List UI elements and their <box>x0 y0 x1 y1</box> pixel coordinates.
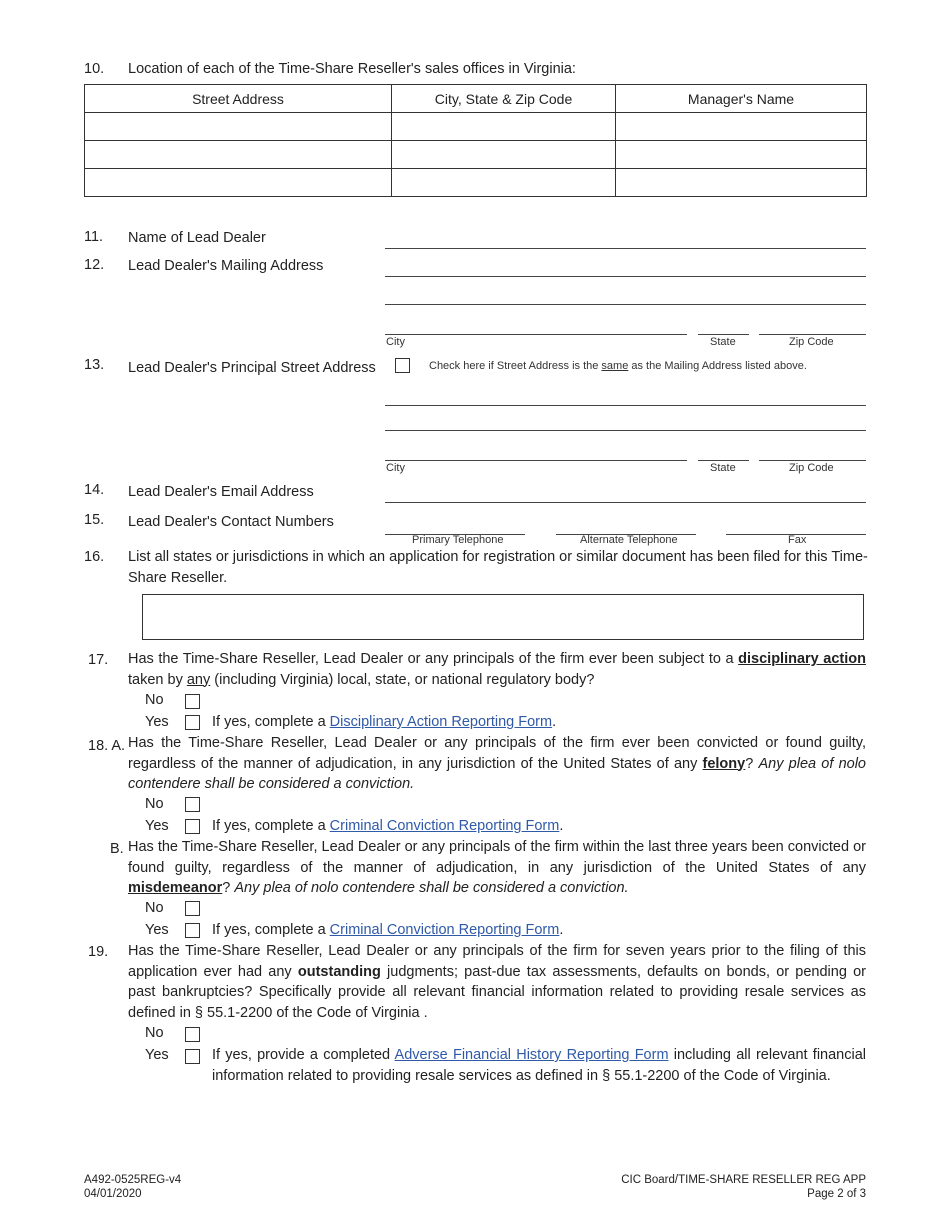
q19-text-post: judgments; past-due tax assessments, defaults on bonds, or pending or past bankruptcies? Specifically provide all relevant financial information related to providing resale services as defined in § 55.1-2200 of the Code of Virginia . <box>128 963 866 1021</box>
q14-label: Lead Dealer's Email Address <box>128 484 314 500</box>
q17-bold: disciplinary action <box>738 651 866 667</box>
q13-number: 13. <box>84 357 105 373</box>
table-header-row <box>85 85 867 113</box>
mailing-address-line2-field[interactable] <box>385 304 866 305</box>
header-street-address: Street Address <box>85 85 392 113</box>
q18b-question <box>128 837 866 899</box>
q12-number: 12. <box>84 257 105 273</box>
q19-yes-checkbox[interactable] <box>185 1049 200 1064</box>
street-state-caption: State <box>710 462 736 474</box>
mailing-city-field[interactable] <box>385 334 687 335</box>
cell-manager[interactable] <box>616 169 867 197</box>
mailing-state-caption: State <box>710 336 736 348</box>
jurisdictions-input-box[interactable] <box>142 594 864 640</box>
q17-no-label: No <box>145 692 164 708</box>
q18b-if-yes-end: . <box>559 922 564 938</box>
q17-number: 17. <box>88 652 109 668</box>
sales-offices-table <box>84 84 867 197</box>
footer-right <box>621 1173 866 1201</box>
mailing-zip-caption: Zip Code <box>789 336 834 348</box>
street-address-line2-field[interactable] <box>385 430 866 431</box>
q19-question <box>128 941 866 1023</box>
q17-question <box>128 649 866 690</box>
street-city-caption: City <box>386 462 405 474</box>
q18a-if-yes-text: If yes, complete a <box>212 818 330 834</box>
cell-city[interactable] <box>392 113 616 141</box>
q18a-question <box>128 733 866 795</box>
cell-city[interactable] <box>392 169 616 197</box>
cell-city[interactable] <box>392 141 616 169</box>
q18b-no-label: No <box>145 900 164 916</box>
mailing-state-field[interactable] <box>698 334 749 335</box>
q16-number: 16. <box>84 549 105 565</box>
q17-any: any <box>186 671 211 688</box>
disciplinary-action-form-link[interactable]: Disciplinary Action Reporting Form <box>329 714 553 730</box>
q15-label: Lead Dealer's Contact Numbers <box>128 514 334 530</box>
q18a-if-yes <box>212 818 563 834</box>
footer-date: 04/01/2020 <box>84 1188 142 1200</box>
street-address-line1-field[interactable] <box>385 405 866 406</box>
q18a-text-pre: Has the Time-Share Reseller, Lead Dealer or any principals of the firm ever been convicted or found guilty, regardless of the manner of adjudication, in any jurisdiction of the United States of any <box>128 735 866 772</box>
street-zip-field[interactable] <box>759 460 866 461</box>
q17-if-yes-end: . <box>552 714 557 730</box>
q18b-yes-checkbox[interactable] <box>185 923 200 938</box>
table-row <box>85 141 867 169</box>
q10-label: Location of each of the Time-Share Reseller's sales offices in Virginia: <box>128 61 576 77</box>
email-address-field[interactable] <box>385 502 866 503</box>
q17-if-yes-text: If yes, complete a <box>212 714 330 730</box>
q18a-number: 18. A. <box>88 738 126 754</box>
street-zip-caption: Zip Code <box>789 462 834 474</box>
cell-street[interactable] <box>85 113 392 141</box>
footer-page: Page 2 of 3 <box>807 1188 866 1200</box>
street-city-field[interactable] <box>385 460 687 461</box>
q18b-no-checkbox[interactable] <box>185 901 200 916</box>
same-address-checkbox[interactable] <box>395 358 410 373</box>
cell-manager[interactable] <box>616 113 867 141</box>
q19-bold: outstanding <box>297 963 381 980</box>
mailing-city-caption: City <box>386 336 405 348</box>
q19-if-yes <box>212 1045 866 1086</box>
same-address-caption <box>429 360 807 372</box>
mailing-address-line1-field[interactable] <box>385 276 866 277</box>
q18b-text-pre: Has the Time-Share Reseller, Lead Dealer or any principals of the firm within the last three years been convicted or found guilty, regardless of the manner of adjudication, in any jurisdiction of the United States of any <box>128 839 866 876</box>
header-city-state-zip: City, State & Zip Code <box>392 85 616 113</box>
alternate-telephone-caption: Alternate Telephone <box>580 534 678 546</box>
q11-number: 11. <box>84 229 104 245</box>
criminal-conviction-form-link[interactable]: Criminal Conviction Reporting Form <box>329 818 560 834</box>
table-row <box>85 169 867 197</box>
q18b-if-yes <box>212 922 563 938</box>
q19-if-yes-text: If yes, provide a completed <box>212 1047 395 1063</box>
same-address-caption-same: same <box>601 360 629 372</box>
same-address-caption-post: as the Mailing Address listed above. <box>628 360 807 372</box>
cell-street[interactable] <box>85 169 392 197</box>
cell-street[interactable] <box>85 141 392 169</box>
q17-text-mid: taken by <box>128 671 187 688</box>
q18b-italic: Any plea of nolo contendere shall be considered a conviction. <box>234 880 629 896</box>
q17-no-checkbox[interactable] <box>185 694 200 709</box>
q19-no-checkbox[interactable] <box>185 1027 200 1042</box>
q17-text-post: (including Virginia) local, state, or national regulatory body? <box>210 671 595 688</box>
q18b-if-yes-text: If yes, complete a <box>212 922 330 938</box>
mailing-zip-field[interactable] <box>759 334 866 335</box>
footer-title: CIC Board/TIME-SHARE RESELLER REG APP <box>621 1174 866 1186</box>
criminal-conviction-form-link-b[interactable]: Criminal Conviction Reporting Form <box>329 922 560 938</box>
same-address-caption-pre: Check here if Street Address is the <box>429 360 602 372</box>
q12-label: Lead Dealer's Mailing Address <box>128 258 324 274</box>
q17-if-yes <box>212 714 556 730</box>
q19-after-link: including all relevant financial information related to providing resale services as defined in § 55.1-2200 of the Code of Virginia. <box>212 1047 866 1084</box>
q18b-yes-label: Yes <box>145 922 169 938</box>
header-manager-name: Manager's Name <box>616 85 867 113</box>
q18a-if-yes-end: . <box>559 818 564 834</box>
q14-number: 14. <box>84 482 105 498</box>
q16-line2: Share Reseller. <box>128 570 228 586</box>
q18a-bold: felony <box>702 755 746 772</box>
fax-caption: Fax <box>788 534 807 546</box>
q18a-no-checkbox[interactable] <box>185 797 200 812</box>
q18a-italic: Any plea of nolo contendere shall be considered a conviction. <box>128 755 866 792</box>
q18b-number: B. <box>110 841 124 857</box>
q19-number: 19. <box>88 944 109 960</box>
q15-number: 15. <box>84 512 105 528</box>
footer-form-id: A492-0525REG-v4 <box>84 1174 182 1186</box>
lead-dealer-name-field[interactable] <box>385 248 866 249</box>
q19-yes-label: Yes <box>145 1047 169 1063</box>
adverse-financial-history-form-link[interactable]: Adverse Financial History Reporting Form <box>394 1047 669 1063</box>
q18a-yes-checkbox[interactable] <box>185 819 200 834</box>
q17-yes-checkbox[interactable] <box>185 715 200 730</box>
q10-number: 10. <box>84 61 105 77</box>
q18a-text-post: ? <box>745 755 759 772</box>
footer-left <box>84 1173 181 1201</box>
street-state-field[interactable] <box>698 460 749 461</box>
q16-line1: List all states or jurisdictions in which an application for registration or similar document has been filed for this Time- <box>128 549 868 565</box>
q11-label: Name of Lead Dealer <box>128 230 266 246</box>
q18a-yes-label: Yes <box>145 818 169 834</box>
primary-telephone-caption: Primary Telephone <box>412 534 504 546</box>
q19-no-label: No <box>145 1025 164 1041</box>
q19-text-pre: Has the Time-Share Reseller, Lead Dealer or any principals of the firm for seven years prior to the filing of this application ever had any <box>128 943 866 980</box>
cell-manager[interactable] <box>616 141 867 169</box>
q18a-no-label: No <box>145 796 164 812</box>
table-row <box>85 113 867 141</box>
q18b-text-post: ? <box>222 880 235 896</box>
q13-label: Lead Dealer's Principal Street Address <box>128 360 376 376</box>
q18b-bold: misdemeanor <box>128 880 223 896</box>
q17-yes-label: Yes <box>145 714 169 730</box>
q17-text-pre: Has the Time-Share Reseller, Lead Dealer or any principals of the firm ever been subject to a <box>128 651 739 667</box>
